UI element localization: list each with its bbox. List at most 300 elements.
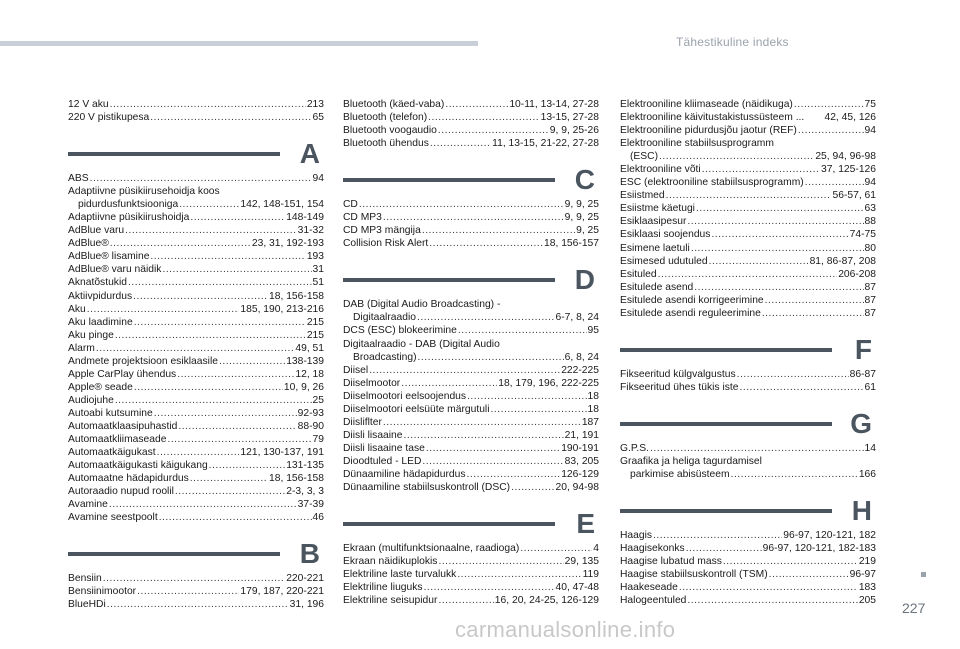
entry-term: Esiklaasipesur (620, 216, 687, 228)
dot-leader (723, 555, 858, 568)
dot-leader (428, 111, 539, 124)
entry-term: DCS (ESC) blokeerimine (343, 325, 457, 337)
dot-leader (805, 176, 864, 189)
entry-pages: 87 (864, 294, 876, 306)
entry-pages: 63 (864, 203, 876, 215)
index-entry (68, 598, 324, 611)
dot-leader (687, 215, 863, 228)
entry-pages: 205 (858, 595, 876, 607)
index-entry (343, 542, 599, 555)
dot-leader (190, 211, 285, 224)
letter-heading (620, 328, 876, 366)
entry-pages: 96-97, 120-121, 182 (783, 530, 876, 542)
dot-leader (422, 224, 575, 237)
dot-leader (404, 429, 564, 442)
index-entry (343, 324, 599, 337)
index-column-1 (68, 98, 324, 612)
entry-term: Bluetooth (käed-vaba) (343, 99, 445, 110)
entry-term: CD MP3 (343, 212, 382, 224)
entry-term: Elektrooniline käivitustakistussüsteem ... (620, 112, 805, 124)
entry-term: 12 V aku (68, 99, 109, 110)
dot-leader (109, 498, 297, 511)
entry-term: Bluetooth voogaudio (343, 125, 437, 137)
index-entry-line: DAB (Digital Audio Broadcasting) - (343, 299, 501, 311)
entry-pages: 9, 9, 25 (564, 199, 599, 211)
entry-term: Esitulede asendi korrigeerimine (620, 294, 764, 306)
dot-leader (794, 98, 864, 111)
entry-pages: 29, 135 (564, 556, 599, 568)
index-entry (620, 111, 876, 124)
entry-pages: 25 (312, 394, 324, 406)
letter-heading (343, 502, 599, 540)
index-entry (68, 446, 324, 459)
entry-term: Broadcasting) (353, 351, 417, 363)
index-entry (343, 555, 599, 568)
index-entry (620, 268, 876, 281)
dot-leader (154, 407, 297, 420)
entry-term: Dioodtuled - LED (343, 455, 422, 467)
index-entry (343, 124, 599, 137)
entry-term: Automaatne hädapidurdus (68, 473, 189, 485)
entry-term: CD (343, 199, 358, 211)
entry-term: Digitaalraadio (353, 312, 416, 324)
index-entry (68, 342, 324, 355)
index-entry (620, 581, 876, 594)
index-entry (68, 498, 324, 511)
entry-term: Aktiivpidurdus (68, 290, 133, 302)
letter-label: G (850, 407, 872, 439)
dot-leader (438, 124, 549, 137)
dot-leader (150, 111, 311, 124)
dot-leader (125, 224, 297, 237)
entry-term: CD MP3 mängija (343, 225, 421, 237)
entry-term: Alarm (68, 342, 95, 354)
entry-term: Dünaamiline stabiilsuskontroll (DSC) (343, 482, 511, 494)
index-entry (620, 368, 876, 381)
entry-pages: 2-3, 3, 3 (286, 486, 324, 498)
entry-term: Andmete projektsioon esiklaasile (68, 355, 218, 367)
index-entry (68, 433, 324, 446)
entry-pages: 187 (581, 416, 599, 428)
entry-pages: 87 (864, 281, 876, 293)
entry-term: Bluetooth ühendus (343, 138, 429, 150)
dot-leader (424, 581, 555, 594)
page-marker (921, 572, 926, 577)
entry-pages: 31, 196 (289, 599, 324, 611)
entry-term: Diiselmootori eelsoojendus (343, 390, 467, 402)
entry-pages: 86-87 (849, 368, 876, 380)
entry-pages: 42, 45, 126 (824, 112, 876, 124)
letter-heading (343, 258, 599, 296)
index-entry (620, 529, 876, 542)
entry-term: Diiselmootori eelsüüte märgutuli (343, 403, 490, 415)
entry-pages: 119 (582, 569, 599, 581)
entry-term: Elektriline laste turvalukk (343, 569, 457, 581)
index-entry (343, 237, 599, 250)
entry-term: Haakeseade (620, 582, 678, 594)
dot-leader (762, 307, 864, 320)
entry-term: Fikseeritud ühes tükis iste (620, 381, 739, 393)
index-entry (68, 237, 324, 250)
index-entry (620, 468, 876, 481)
index-entry-line: Adaptiivne püsikiirusehoidja koos (68, 186, 220, 198)
entry-pages: 92-93 (297, 407, 324, 419)
entry-term: Dünaamiline hädapidurdus (343, 468, 466, 480)
entry-term: Esituled (620, 268, 657, 280)
dot-leader (162, 263, 311, 276)
index-entry (620, 568, 876, 581)
dot-leader (696, 202, 864, 215)
entry-pages: 25, 94, 96-98 (815, 151, 876, 163)
dot-leader (418, 351, 564, 364)
entry-pages: 11, 13-15, 21-22, 27-28 (492, 138, 599, 150)
entry-pages: 215 (306, 329, 324, 341)
entry-pages: 9, 25 (576, 225, 599, 237)
entry-term: Esimene laetuli (620, 242, 690, 254)
entry-pages: 13-15, 27-28 (540, 112, 599, 124)
entry-pages: 65 (312, 112, 324, 124)
entry-term: Autoabi kutsumine (68, 407, 153, 419)
index-entry (620, 594, 876, 607)
entry-pages: 94 (864, 125, 876, 137)
entry-term: Automaatkäigukast (68, 447, 156, 459)
entry-term: Haagis (620, 530, 653, 542)
index-entry (343, 377, 599, 390)
index-entry (68, 111, 324, 124)
dot-leader (178, 420, 296, 433)
entry-term: Diisliflter (343, 416, 382, 428)
index-entry (68, 511, 324, 524)
entry-term: Automaatkäigukasti käigukang (68, 460, 208, 472)
entry-term: Aku (68, 303, 86, 315)
dot-leader (110, 237, 251, 250)
entry-pages: 79 (312, 434, 324, 446)
entry-pages: 9, 9, 25 (564, 212, 599, 224)
index-entry (68, 290, 324, 303)
entry-pages: 31-32 (297, 225, 324, 237)
entry-pages: 75 (864, 99, 876, 110)
index-entry (68, 198, 324, 211)
dot-leader (383, 416, 581, 429)
dot-leader (430, 137, 491, 150)
entry-pages: 166 (858, 468, 876, 480)
entry-pages: 31 (312, 264, 324, 276)
letter-label: F (854, 333, 872, 365)
entry-pages: 80 (864, 242, 876, 254)
index-entry (343, 390, 599, 403)
index-entry (620, 163, 876, 176)
dot-leader (87, 303, 240, 316)
entry-pages: 222-225 (561, 364, 599, 376)
entry-pages: 18 (587, 390, 599, 402)
entry-pages: 12, 18 (295, 368, 324, 380)
dot-leader (90, 172, 312, 185)
dot-leader (658, 268, 838, 281)
entry-pages: 61 (864, 381, 876, 393)
dot-leader (491, 403, 587, 416)
dot-leader (702, 163, 820, 176)
index-entry (620, 381, 876, 394)
dot-leader (128, 276, 312, 289)
entry-term: ESC (elektrooniline stabiilsusprogramm) (620, 177, 804, 189)
index-entry (343, 468, 599, 481)
index-entry (68, 224, 324, 237)
dot-leader (686, 542, 762, 555)
index-entry (620, 242, 876, 255)
index-entry (343, 429, 599, 442)
dot-leader (359, 198, 564, 211)
entry-pages: 23, 31, 192-193 (251, 238, 324, 250)
header-bar (0, 41, 478, 46)
entry-pages: 179, 187, 220-221 (240, 586, 324, 598)
entry-term: Fikseeritud külgvalgustus (620, 368, 736, 380)
entry-pages: 190-191 (561, 442, 599, 454)
index-entry (343, 581, 599, 594)
letter-divider (620, 509, 832, 513)
letter-divider (68, 152, 280, 156)
entry-term: Avamine seestpoolt (68, 512, 158, 524)
dot-leader (458, 324, 587, 337)
entry-pages: 18 (587, 403, 599, 415)
dot-leader (429, 237, 543, 250)
letter-heading (620, 402, 876, 440)
entry-pages: 21, 191 (564, 429, 599, 441)
dot-leader (167, 433, 311, 446)
entry-pages: 96-97 (849, 569, 876, 581)
letter-heading (620, 489, 876, 527)
index-entry (343, 198, 599, 211)
entry-term: Ekraan (multifunktsionaalne, raadioga) (343, 543, 520, 555)
entry-term: Apple CarPlay ühendus (68, 368, 177, 380)
entry-pages: 10-11, 13-14, 27-28 (509, 99, 599, 110)
letter-label: H (851, 495, 872, 527)
entry-pages: 185, 190, 213-216 (240, 303, 324, 315)
index-entry (620, 215, 876, 228)
dot-leader (175, 485, 285, 498)
dot-leader (739, 381, 863, 394)
entry-term: Bensiinimootor (68, 586, 137, 598)
index-entry (620, 124, 876, 137)
entry-term: Apple® seade (68, 381, 133, 393)
entry-term: parkimise abisüsteem (630, 468, 730, 480)
entry-term: Halogeentuled (620, 595, 687, 607)
entry-pages: 215 (306, 316, 324, 328)
dot-leader (103, 572, 285, 585)
entry-term: Elektrooniline pidurdusjõu jaotur (REF) (620, 125, 797, 137)
index-entry (68, 172, 324, 185)
entry-pages: 206-208 (838, 268, 876, 280)
dot-leader (96, 342, 294, 355)
index-entry (343, 416, 599, 429)
index-entry (68, 303, 324, 316)
index-entry (68, 355, 324, 368)
entry-term: ABS (68, 173, 89, 185)
index-entry (343, 455, 599, 468)
entry-term: Haagisekonks (620, 543, 685, 555)
entry-pages: 142, 148-151, 154 (240, 199, 324, 211)
dot-leader (798, 124, 864, 137)
dot-leader (653, 529, 782, 542)
entry-term: Elektriline seisupidur (343, 595, 438, 607)
entry-term: Bensiin (68, 573, 102, 585)
letter-divider (620, 422, 832, 426)
entry-term: Esimesed udutuled (620, 255, 708, 267)
entry-pages: 56-57, 61 (832, 190, 876, 202)
index-entry (343, 568, 599, 581)
entry-term: Ekraan näidikuplokis (343, 556, 438, 568)
entry-pages: 87 (864, 307, 876, 319)
entry-pages: 94 (312, 173, 324, 185)
entry-term: AdBlue® (68, 238, 109, 250)
dot-leader (438, 555, 563, 568)
entry-term: Automaatklaasipuhastid (68, 420, 178, 432)
entry-term: Haagise lubatud mass (620, 556, 722, 568)
section-title: Tähestikuline indeks (676, 35, 789, 49)
entry-term: Collision Risk Alert (343, 238, 429, 250)
entry-term: AdBlue® varu näidik (68, 264, 162, 276)
entry-pages: 148-149 (286, 212, 324, 224)
watermark: carmanualsonline.info (455, 617, 676, 642)
entry-pages: 40, 47-48 (555, 582, 599, 594)
dot-leader (711, 228, 848, 241)
index-entry (68, 585, 324, 598)
entry-term: pidurdusfunktsiooniga (78, 199, 179, 211)
entry-term: (ESC) (630, 151, 659, 163)
index-entry (68, 459, 324, 472)
entry-term: Bluetooth (telefon) (343, 112, 428, 124)
entry-pages: 131-135 (286, 460, 324, 472)
index-entry (343, 137, 599, 150)
index-entry (68, 316, 324, 329)
dot-leader (709, 255, 809, 268)
entry-term: Esiklaasi soojendus (620, 229, 711, 241)
dot-leader (110, 98, 306, 111)
entry-term: Automaatkliimaseade (68, 434, 167, 446)
letter-heading (68, 532, 324, 570)
index-entry (68, 211, 324, 224)
letter-heading (68, 132, 324, 170)
index-entry (68, 407, 324, 420)
index-entry (620, 228, 876, 241)
letter-divider (343, 522, 555, 526)
entry-pages: 6-7, 8, 24 (555, 312, 599, 324)
entry-term: Diiselmootor (343, 377, 401, 389)
dot-leader (687, 594, 857, 607)
index-entry (343, 111, 599, 124)
index-entry-line: Elektrooniline stabiilsusprogramm (620, 138, 774, 150)
index-entry (620, 555, 876, 568)
dot-leader (438, 594, 493, 607)
dot-leader (150, 250, 305, 263)
dot-leader (511, 481, 554, 494)
dot-leader (157, 446, 240, 459)
entry-pages: 20, 94-98 (555, 482, 599, 494)
index-column-3 (620, 98, 876, 607)
dot-leader (134, 316, 306, 329)
entry-pages: 18, 179, 196, 222-225 (498, 377, 599, 389)
index-column-2 (343, 98, 599, 607)
index-entry (68, 263, 324, 276)
entry-pages: 37, 125-126 (821, 164, 876, 176)
entry-term: 220 V pistikupesa (68, 112, 150, 124)
index-entry (620, 281, 876, 294)
dot-leader (467, 468, 561, 481)
dot-leader (401, 377, 497, 390)
dot-leader (691, 242, 864, 255)
index-entry (68, 485, 324, 498)
dot-leader (659, 150, 814, 163)
entry-term: Esitulede asend (620, 281, 694, 293)
index-entry (620, 98, 876, 111)
entry-term: Esiistme käetugi (620, 203, 695, 215)
entry-pages: 49, 51 (295, 342, 324, 354)
entry-pages: 81, 86-87, 208 (809, 255, 876, 267)
dot-leader (219, 355, 285, 368)
dot-leader (417, 311, 555, 324)
index-entry (68, 572, 324, 585)
dot-leader (694, 281, 863, 294)
dot-leader (115, 394, 312, 407)
dot-leader (731, 468, 858, 481)
entry-term: Haagise stabiilsuskontroll (TSM) (620, 569, 768, 581)
entry-pages: 88 (864, 216, 876, 228)
letter-label: D (574, 264, 595, 296)
dot-leader (769, 568, 849, 581)
entry-pages: 6, 8, 24 (564, 351, 599, 363)
index-entry (343, 403, 599, 416)
dot-leader (422, 455, 563, 468)
index-entry (343, 364, 599, 377)
entry-pages: 4 (593, 543, 599, 555)
entry-pages: 18, 156-158 (269, 290, 324, 302)
entry-term: Esitulede asendi reguleerimine (620, 307, 761, 319)
entry-term: Aknatõstukid (68, 277, 127, 289)
entry-pages: 193 (306, 251, 324, 263)
letter-divider (343, 278, 555, 282)
entry-term: Audiojuhe (68, 394, 114, 406)
dot-leader (679, 581, 858, 594)
entry-pages: 126-129 (561, 468, 599, 480)
entry-term: G.P.S. (620, 442, 649, 454)
dot-leader (190, 472, 268, 485)
index-entry-line: Digitaalraadio - DAB (Digital Audio (343, 338, 500, 350)
index-entry (68, 381, 324, 394)
letter-heading (343, 158, 599, 196)
entry-term: Elektrooniline kliimaseade (näidikuga) (620, 99, 793, 110)
entry-term: Avamine (68, 499, 108, 511)
index-entry (620, 150, 876, 163)
dot-leader (179, 198, 239, 211)
index-entry (343, 311, 599, 324)
entry-pages: 83, 205 (564, 455, 599, 467)
entry-term: Aku laadimine (68, 316, 133, 328)
entry-pages: 14 (864, 442, 876, 454)
entry-term: Aku pinge (68, 329, 114, 341)
letter-divider (343, 178, 555, 182)
entry-pages: 9, 9, 25-26 (549, 125, 599, 137)
letter-label: C (574, 164, 595, 196)
dot-leader (765, 294, 864, 307)
dot-leader (177, 368, 294, 381)
entry-pages: 18, 156-158 (269, 473, 324, 485)
entry-pages: 37-39 (297, 499, 324, 511)
index-entry (620, 189, 876, 202)
dot-leader (209, 459, 286, 472)
dot-leader (467, 390, 586, 403)
index-entry (343, 442, 599, 455)
index-entry (343, 224, 599, 237)
dot-leader (737, 368, 849, 381)
